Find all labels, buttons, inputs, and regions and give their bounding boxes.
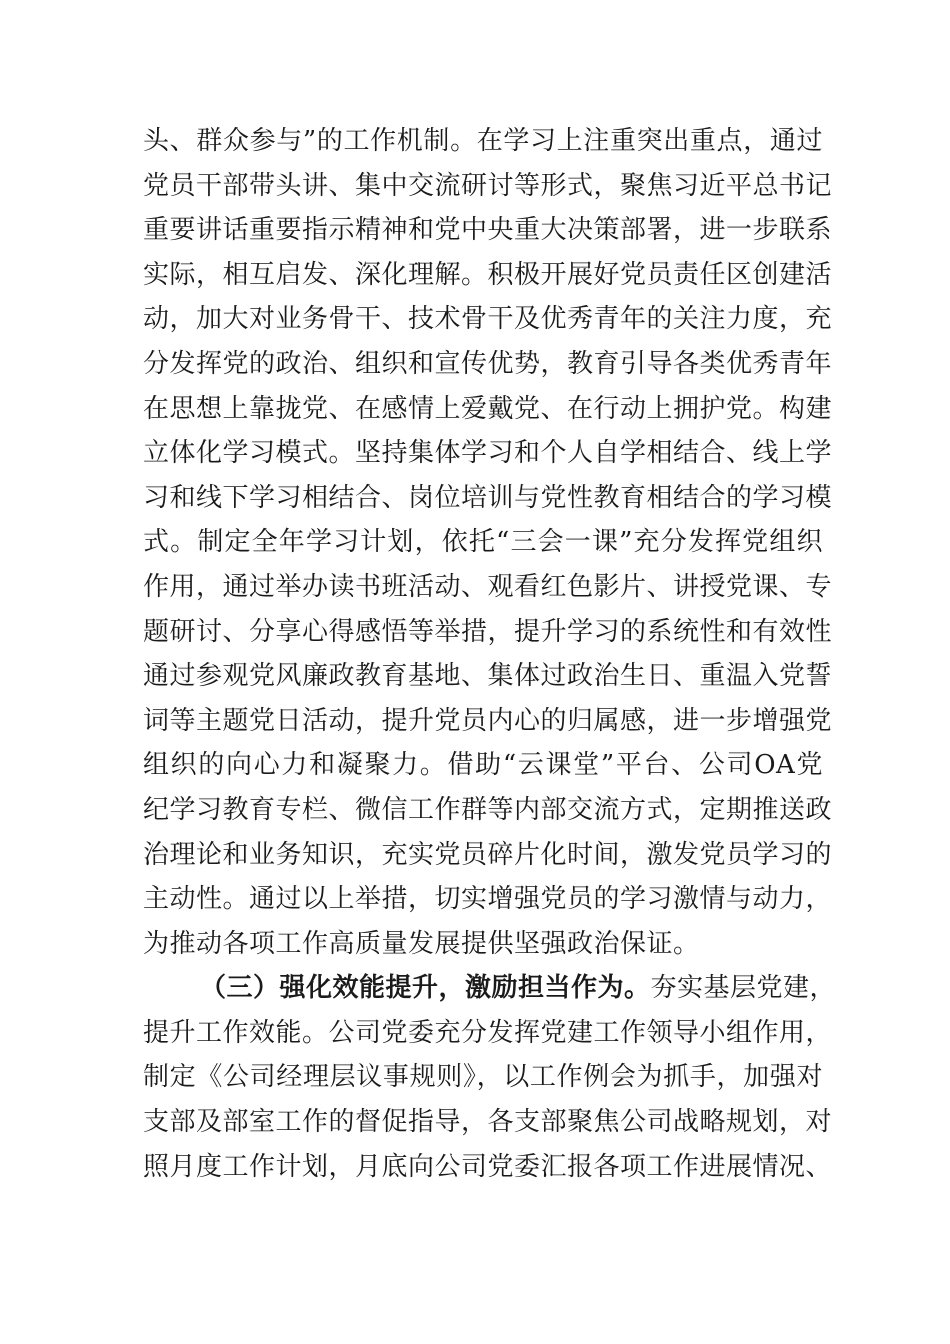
text-line: 为推动各项工作高质量发展提供坚强政治保证。	[143, 928, 700, 959]
text-line: 动，加大对业务骨干、技术骨干及优秀青年的关注力度，充	[143, 304, 833, 335]
text-line: 组织的向心力和凝聚力。借助“云课堂”平台、公司OA党	[143, 750, 823, 781]
text-line: 立体化学习模式。坚持集体学习和个人自学相结合、线上学	[143, 438, 833, 469]
text-line: 在思想上靠拢党、在感情上爱戴党、在行动上拥护党。构建	[143, 393, 833, 424]
text-line: 治理论和业务知识，充实党员碎片化时间，激发党员学习的	[143, 839, 833, 870]
text-line: 题研讨、分享心得感悟等举措，提升学习的系统性和有效性	[143, 616, 833, 647]
text-line: 照月度工作计划，月底向公司党委汇报各项工作进展情况、	[143, 1151, 833, 1182]
text-line: 分发挥党的政治、组织和宣传优势，教育引导各类优秀青年	[143, 348, 833, 379]
text-line: 式。制定全年学习计划，依托“三会一课”充分发挥党组织	[143, 527, 823, 558]
text-line: 支部及部室工作的督促指导，各支部聚焦公司战略规划，对	[143, 1107, 833, 1138]
paragraph-efficiency	[143, 966, 837, 1189]
text-line: 党员干部带头讲、集中交流研讨等形式，聚焦习近平总书记	[143, 170, 833, 201]
text-line-with-heading	[143, 966, 837, 1011]
text-line: 重要讲话重要指示精神和党中央重大决策部署，进一步联系	[143, 215, 833, 246]
text-line: 习和线下学习相结合、岗位培训与党性教育相结合的学习模	[143, 482, 833, 513]
text-line: 制定《公司经理层议事规则》，以工作例会为抓手，加强对	[143, 1062, 823, 1093]
text-line: 纪学习教育专栏、微信工作群等内部交流方式，定期推送政	[143, 794, 833, 825]
text-line: 通过参观党风廉政教育基地、集体过政治生日、重温入党誓	[143, 661, 833, 692]
text-line: 头、群众参与”的工作机制。在学习上注重突出重点，通过	[143, 126, 823, 156]
section-heading: （三）强化效能提升，激励担当作为。	[200, 973, 651, 1004]
text-line: 实际，相互启发、深化理解。积极开展好党员责任区创建活	[143, 259, 833, 290]
text-line: 词等主题党日活动，提升党员内心的归属感，进一步增强党	[143, 705, 833, 736]
text-line: 提升工作效能。公司党委充分发挥党建工作领导小组作用，	[143, 1017, 833, 1048]
paragraph-learning-mechanism	[143, 119, 833, 966]
text-line: 主动性。通过以上举措，切实增强党员的学习激情与动力，	[143, 884, 833, 915]
text-run: 夯实基层党建，	[650, 973, 837, 1004]
text-line: 作用，通过举办读书班活动、观看红色影片、讲授党课、专	[143, 571, 833, 602]
document-body	[143, 119, 837, 1189]
